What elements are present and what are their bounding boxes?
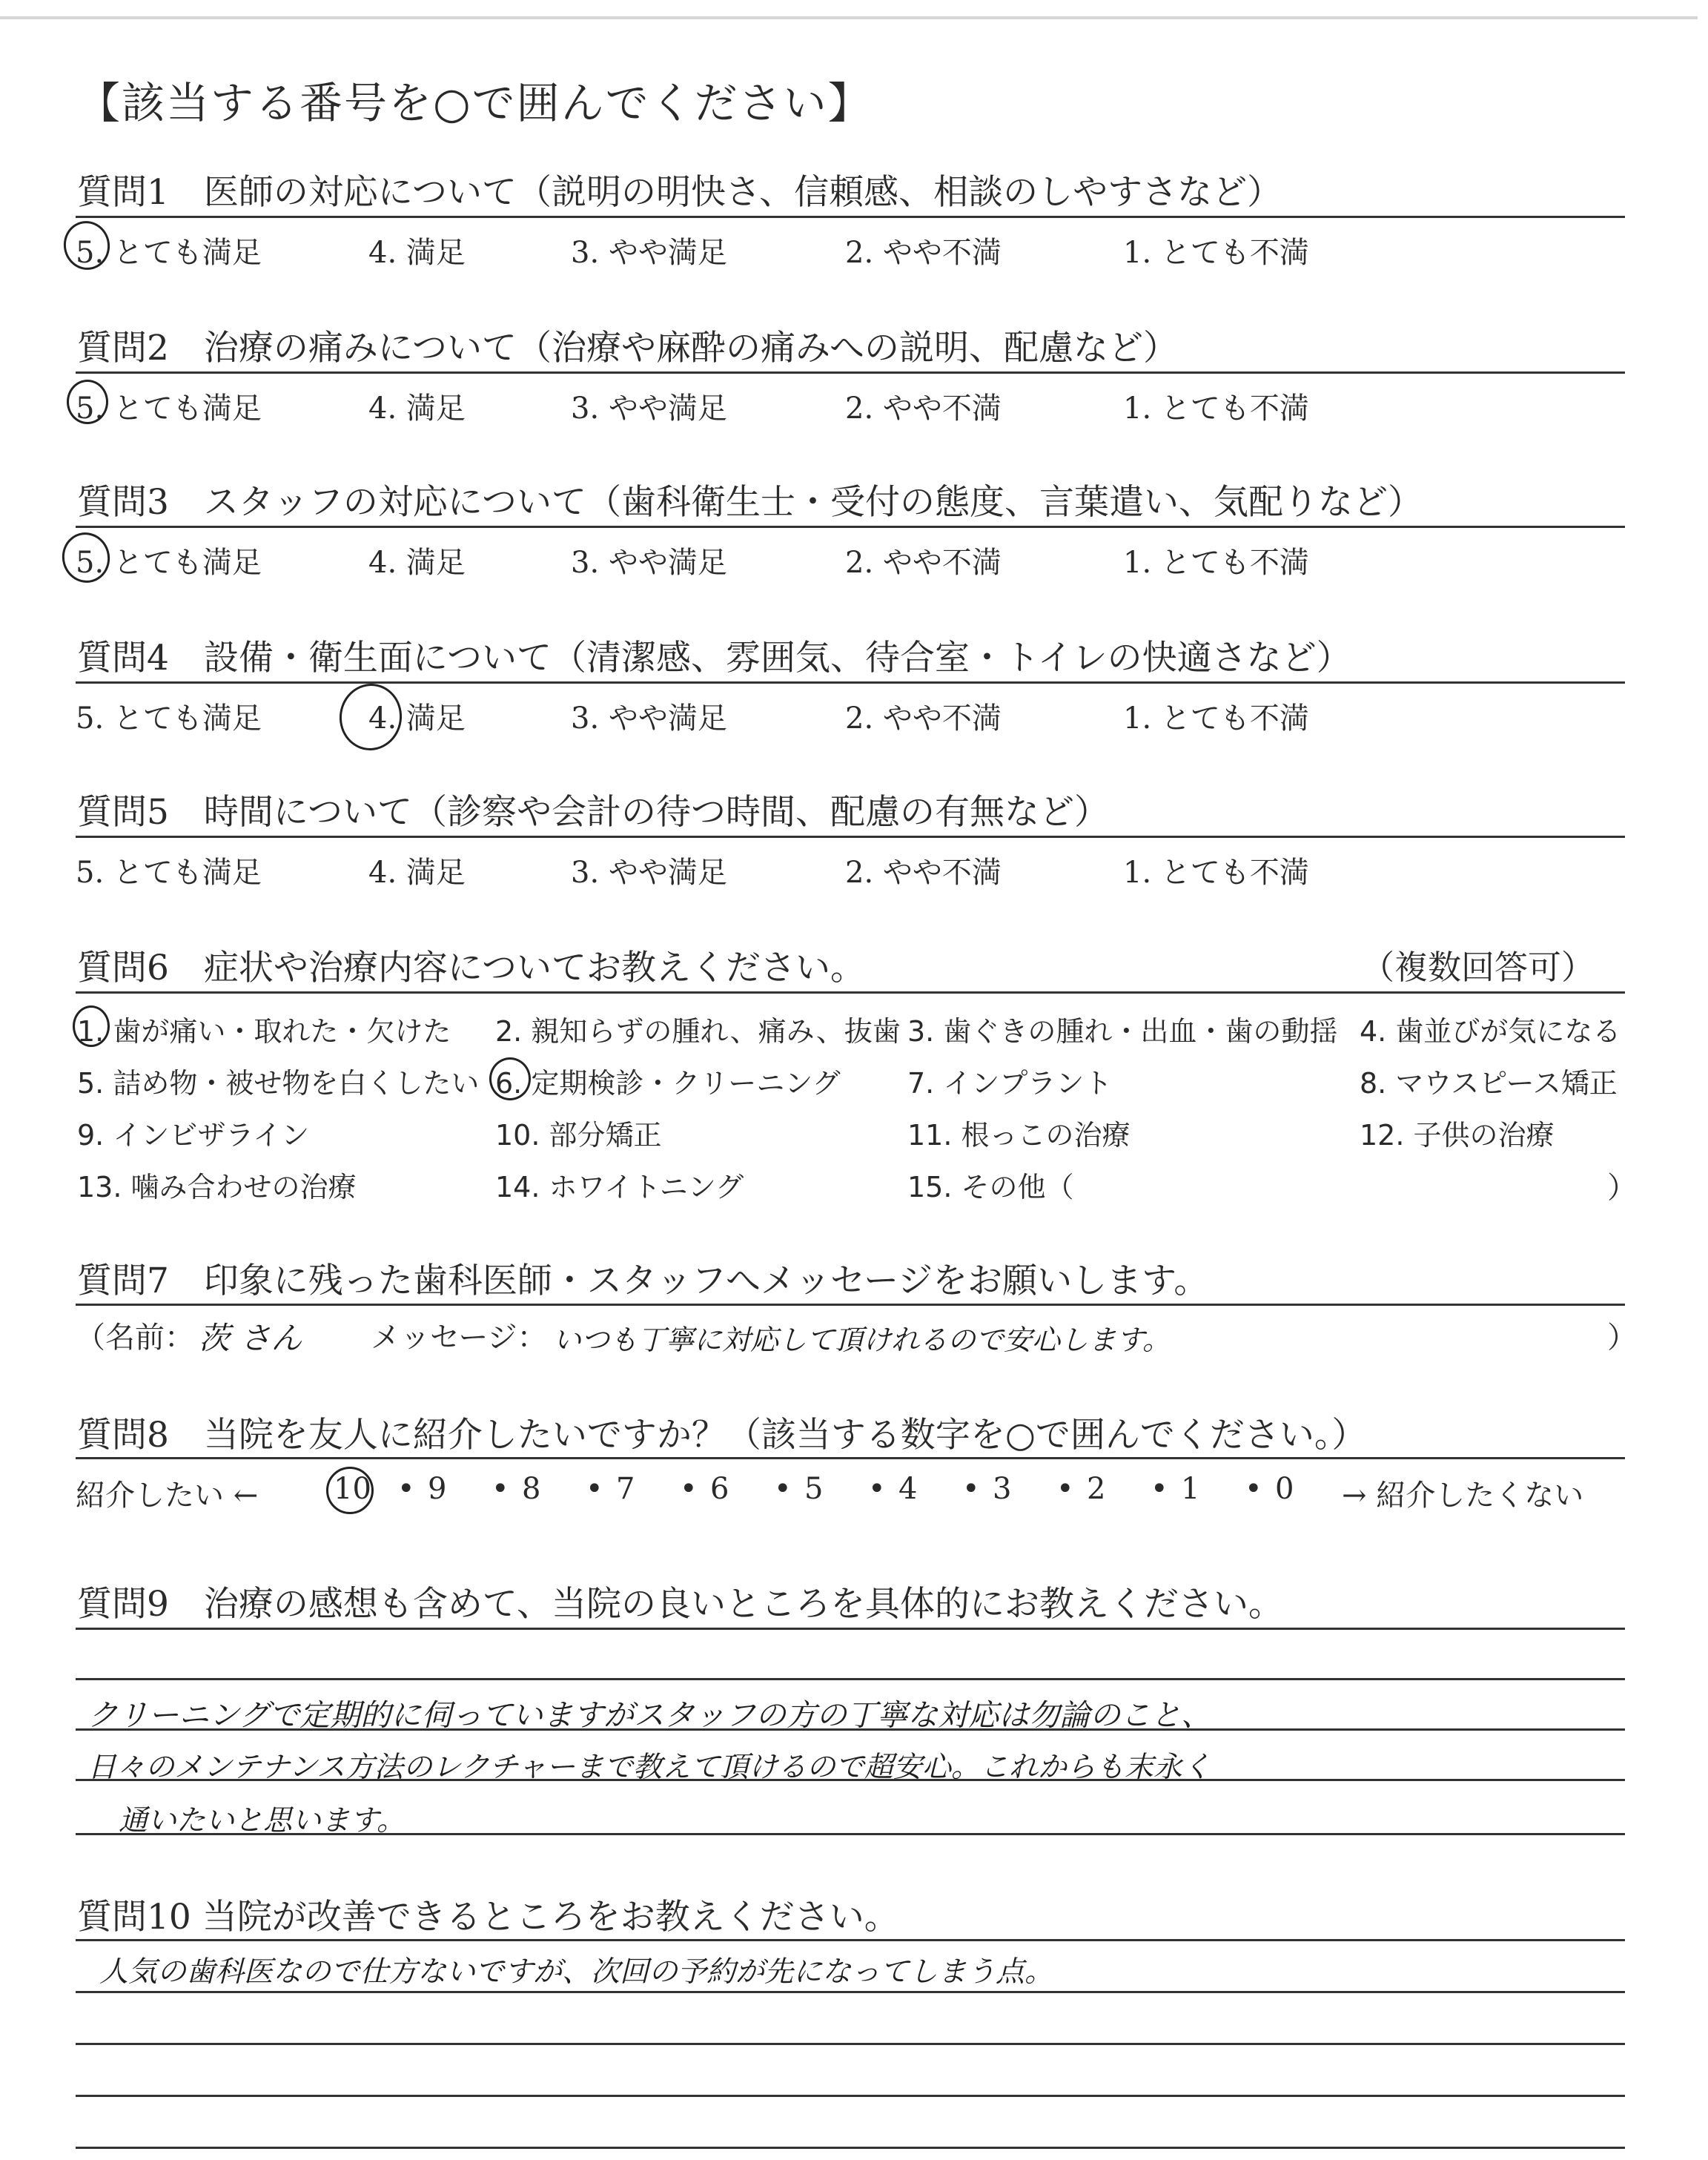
q6-item-5[interactable]: 5. 詰め物・被せ物を白くしたい [77, 1067, 480, 1100]
question-7-title: 質問7 印象に残った歯科医師・スタッフへメッセージをお願いします。 [77, 1261, 1209, 1301]
q3-option-5[interactable]: 5. とても満足 [76, 546, 262, 580]
question-10-title: 質問10 当院が改善できるところをお教えください。 [77, 1897, 899, 1938]
q9-answer-line-1[interactable]: クリーニングで定期的に伺っていますがスタッフの方の丁寧な対応は勿論のこと、 [87, 1697, 1212, 1733]
q3-option-3[interactable]: 3. やや満足 [571, 546, 727, 580]
q8-scale-separator: • [586, 1472, 603, 1506]
q8-scale-separator: • [962, 1472, 980, 1506]
q6-item-4[interactable]: 4. 歯並びが気になる [1360, 1015, 1621, 1048]
q8-scale-1[interactable]: 1 [1181, 1472, 1200, 1506]
q4-option-2[interactable]: 2. やや不満 [845, 701, 1002, 736]
q3-option-4[interactable]: 4. 満足 [368, 546, 466, 580]
question-1-title: 質問1 医師の対応について（説明の明快さ、信頼感、相談のしやすさなど） [77, 172, 1282, 213]
q6-item-2[interactable]: 2. 親知らずの腫れ、痛み、抜歯 [495, 1015, 901, 1048]
q4-option-4[interactable]: 4. 満足 [368, 701, 466, 736]
question-5-title: 質問5 時間について（診察や会計の待つ時間、配慮の有無など） [77, 792, 1109, 833]
q2-option-3[interactable]: 3. やや満足 [571, 392, 727, 426]
q8-scale-4[interactable]: 4 [898, 1472, 918, 1506]
q6-item-15[interactable]: 15. その他（ [907, 1171, 1074, 1203]
q7-message-handwritten[interactable]: いつも丁寧に対応して頂けれるので安心します。 [553, 1324, 1171, 1356]
q5-option-3[interactable]: 3. やや満足 [571, 856, 727, 890]
q7-message-label: メッセージ： [371, 1321, 547, 1355]
question-6-title: 質問6 症状や治療内容についてお教えください。 [77, 948, 865, 988]
q5-option-2[interactable]: 2. やや不満 [845, 856, 1002, 890]
q6-item-12[interactable]: 12. 子供の治療 [1360, 1119, 1555, 1152]
q6-item-14[interactable]: 14. ホワイトニング [495, 1171, 744, 1203]
q4-option-3[interactable]: 3. やや満足 [571, 701, 727, 736]
q8-scale-0[interactable]: 0 [1275, 1472, 1294, 1506]
q2-option-1[interactable]: 1. とても不満 [1123, 392, 1309, 426]
question-3-rule [76, 526, 1625, 528]
question-1-rule [76, 216, 1625, 218]
question-8-rule [76, 1457, 1625, 1459]
question-10-rule-3 [76, 2043, 1625, 2045]
q8-scale-separator: • [774, 1472, 792, 1506]
question-9-rule-1 [76, 1628, 1625, 1630]
q6-selection-circle-1 [73, 1005, 110, 1047]
q9-answer-line-3[interactable]: 通いたいと思います。 [119, 1804, 406, 1837]
q8-scale-separator: • [1056, 1472, 1074, 1506]
q5-option-4[interactable]: 4. 満足 [368, 856, 466, 890]
q7-close-paren: ） [1607, 1321, 1637, 1355]
question-4-title: 質問4 設備・衛生面について（清潔感、雰囲気、待合室・トイレの快適さなど） [77, 638, 1351, 678]
q7-name-label: （名前： [76, 1321, 194, 1355]
question-2-title: 質問2 治療の痛みについて（治療や麻酔の痛みへの説明、配慮など） [77, 328, 1179, 369]
q5-option-5[interactable]: 5. とても満足 [76, 856, 262, 890]
q8-selection-circle [326, 1467, 374, 1514]
q1-option-3[interactable]: 3. やや満足 [571, 236, 727, 270]
scan-top-edge [0, 16, 1698, 19]
q4-selection-circle [335, 680, 406, 755]
q6-item-9[interactable]: 9. インビザライン [77, 1119, 310, 1152]
q8-scale-9[interactable]: 9 [428, 1472, 447, 1506]
question-9-rule-2 [76, 1678, 1625, 1680]
q6-item-13[interactable]: 13. 噛み合わせの治療 [77, 1171, 357, 1203]
q6-item-8[interactable]: 8. マウスピース矯正 [1360, 1067, 1618, 1100]
q8-left-label: 紹介したい ← [76, 1479, 259, 1513]
question-2-rule [76, 371, 1625, 374]
q8-scale-separator: • [680, 1472, 698, 1506]
question-10-rule-1 [76, 1939, 1625, 1941]
q2-selection-circle [67, 380, 108, 424]
question-5-rule [76, 836, 1625, 838]
q8-scale-10[interactable]: 10 [334, 1472, 371, 1506]
q6-item-7[interactable]: 7. インプラント [907, 1067, 1113, 1100]
q8-scale-separator: • [868, 1472, 886, 1506]
page-title: 【該当する番号を○で囲んでください】 [77, 78, 873, 128]
q4-option-5[interactable]: 5. とても満足 [76, 701, 262, 736]
q6-selection-circle-6 [489, 1057, 531, 1100]
question-6-rule [76, 991, 1625, 994]
q9-answer-line-2[interactable]: 日々のメンテナンス方法のレクチャーまで教えて頂けるので超安心。これからも末永く [87, 1751, 1211, 1784]
q3-option-2[interactable]: 2. やや不満 [845, 546, 1002, 580]
q8-scale-separator: • [491, 1472, 509, 1506]
q2-option-2[interactable]: 2. やや不満 [845, 392, 1002, 426]
question-4-rule [76, 681, 1625, 684]
q8-scale-3[interactable]: 3 [993, 1472, 1012, 1506]
question-10-rule-5 [76, 2147, 1625, 2149]
q8-scale-6[interactable]: 6 [710, 1472, 729, 1506]
q1-option-1[interactable]: 1. とても不満 [1123, 236, 1309, 270]
q6-item-1[interactable]: 1. 歯が痛い・取れた・欠けた [77, 1015, 451, 1048]
q6-other-close-paren: ） [1607, 1171, 1637, 1205]
q8-right-label: → 紹介したくない [1342, 1479, 1584, 1513]
q5-option-1[interactable]: 1. とても不満 [1123, 856, 1309, 890]
question-10-rule-2 [76, 1991, 1625, 1993]
q1-option-5[interactable]: 5. とても満足 [76, 236, 262, 270]
q6-item-11[interactable]: 11. 根っこの治療 [907, 1119, 1131, 1152]
q8-scale-separator: • [397, 1472, 415, 1506]
question-3-title: 質問3 スタッフの対応について（歯科衛生士・受付の態度、言葉遣い、気配りなど） [77, 482, 1423, 523]
q1-option-2[interactable]: 2. やや不満 [845, 236, 1002, 270]
q6-item-10[interactable]: 10. 部分矯正 [495, 1119, 662, 1152]
q8-scale-separator: • [1151, 1472, 1168, 1506]
q8-scale-5[interactable]: 5 [804, 1472, 824, 1506]
q8-scale-separator: • [1245, 1472, 1262, 1506]
question-7-rule [76, 1304, 1625, 1306]
question-8-title: 質問8 当院を友人に紹介したいですか？（該当する数字を○で囲んでください。） [77, 1415, 1367, 1456]
q2-option-4[interactable]: 4. 満足 [368, 392, 466, 426]
q6-item-6[interactable]: 6. 定期検診・クリーニング [495, 1067, 841, 1100]
question-6-note: （複数回答可） [1361, 948, 1595, 987]
q8-scale-7[interactable]: 7 [616, 1472, 635, 1506]
question-10-rule-4 [76, 2095, 1625, 2097]
question-9-title: 質問9 治療の感想も含めて、当院の良いところを具体的にお教えください。 [77, 1584, 1283, 1625]
q1-option-4[interactable]: 4. 満足 [368, 236, 466, 270]
q8-scale-8[interactable]: 8 [522, 1472, 541, 1506]
q4-option-1[interactable]: 1. とても不満 [1123, 701, 1309, 736]
q10-answer-line-1[interactable]: 人気の歯科医なので仕方ないですが、次回の予約が先になってしまう点。 [99, 1955, 1054, 1989]
q8-scale-2[interactable]: 2 [1087, 1472, 1106, 1506]
q2-option-5[interactable]: 5. とても満足 [76, 392, 262, 426]
q3-option-1[interactable]: 1. とても不満 [1123, 546, 1309, 580]
q6-item-3[interactable]: 3. 歯ぐきの腫れ・出血・歯の動揺 [907, 1015, 1338, 1048]
q7-name-handwritten[interactable]: 茨 さん [199, 1320, 302, 1356]
